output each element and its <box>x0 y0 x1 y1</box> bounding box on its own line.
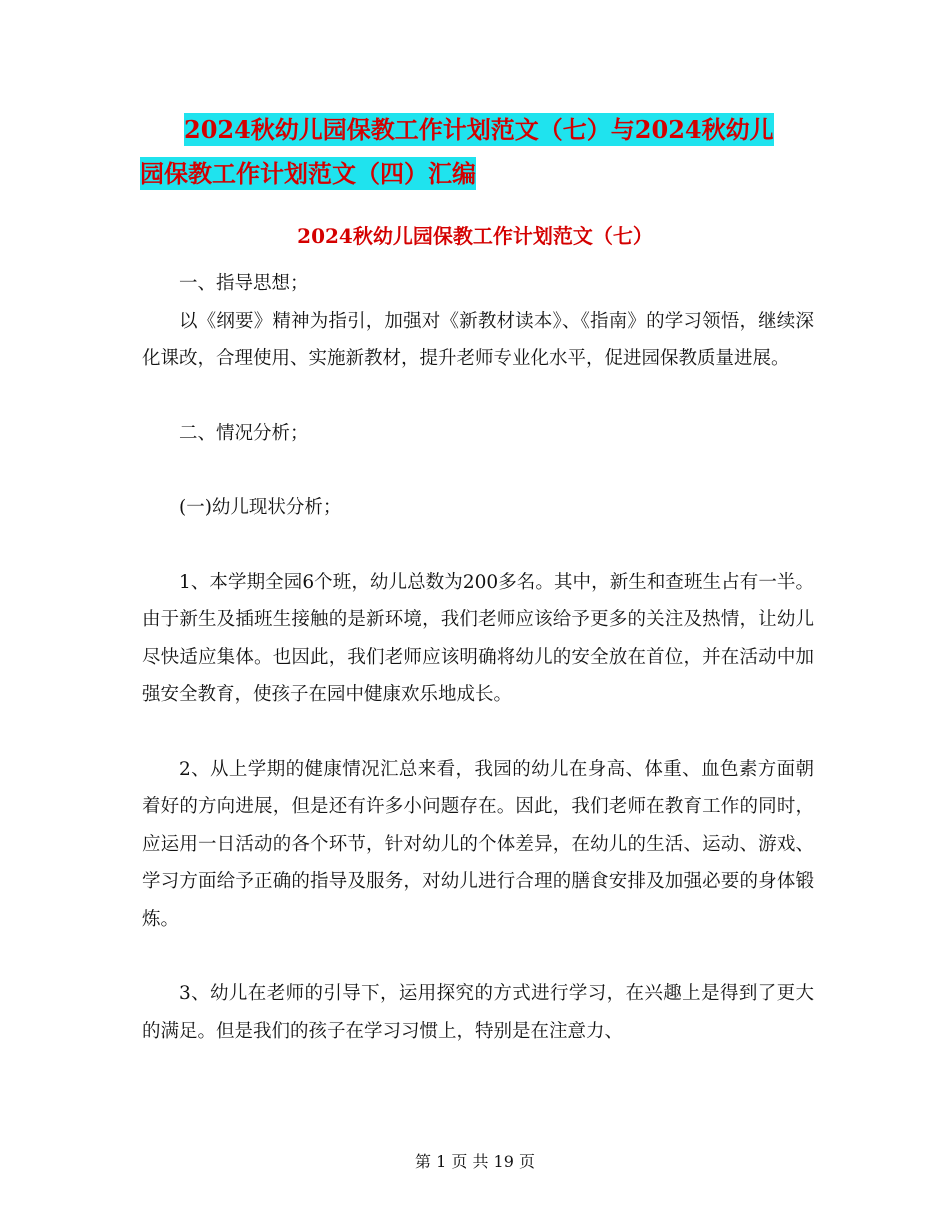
section-title: 2024秋幼儿园保教工作计划范文（七） <box>297 224 653 248</box>
paragraph-point-3: 3、幼儿在老师的引导下，运用探究的方式进行学习，在兴趣上是得到了更大的满足。但是我们的孩子在学习习惯上，特别是在注意力、 <box>142 983 814 1042</box>
page-footer: 第 1 页 共 19 页 <box>415 1152 535 1171</box>
document-title <box>140 108 820 196</box>
title-highlight-1: 2024秋幼儿园保教工作计划范文（七）与2024秋幼儿 <box>184 115 774 144</box>
heading-children-status: (一)幼儿现状分析； <box>179 497 342 518</box>
title-highlight-2: 园保教工作计划范文（四）汇编 <box>140 159 476 188</box>
heading-guiding-thought: 一、指导思想； <box>179 273 309 294</box>
title-line-2 <box>140 152 820 196</box>
paragraph-point-2: 2、从上学期的健康情况汇总来看，我园的幼儿在身高、体重、血色素方面朝着好的方向进展，但是还有许多小问题存在。因此，我们老师在教育工作的同时，应运用一日活动的各个环节，针对幼儿的个体差异，在幼儿的生活、运动、游戏、学习方面给予正确的指导及服务，对幼儿进行合理的膳食安排及加强必要的身体锻炼。 <box>142 758 814 930</box>
paragraph-guiding-thought: 以《纲要》精神为指引，加强对《新教材读本》、《指南》的学习领悟，继续深化课改，合理使用、实施新教材，提升老师专业化水平，促进园保教质量进展。 <box>142 310 814 369</box>
document-body <box>142 265 814 1050</box>
heading-situation-analysis: 二、情况分析； <box>179 422 309 444</box>
paragraph-point-1: 1、本学期全园6个班，幼儿总数为200多名。其中，新生和查班生占有一半。由于新生及插班生接触的是新环境，我们老师应该给予更多的关注及热情，让幼儿尽快适应集体。也因此，我们老师应该明确将幼儿的安全放在首位，并在活动中加强安全教育，使孩子在园中健康欢乐地成长。 <box>142 571 814 705</box>
title-line-1 <box>140 108 820 152</box>
